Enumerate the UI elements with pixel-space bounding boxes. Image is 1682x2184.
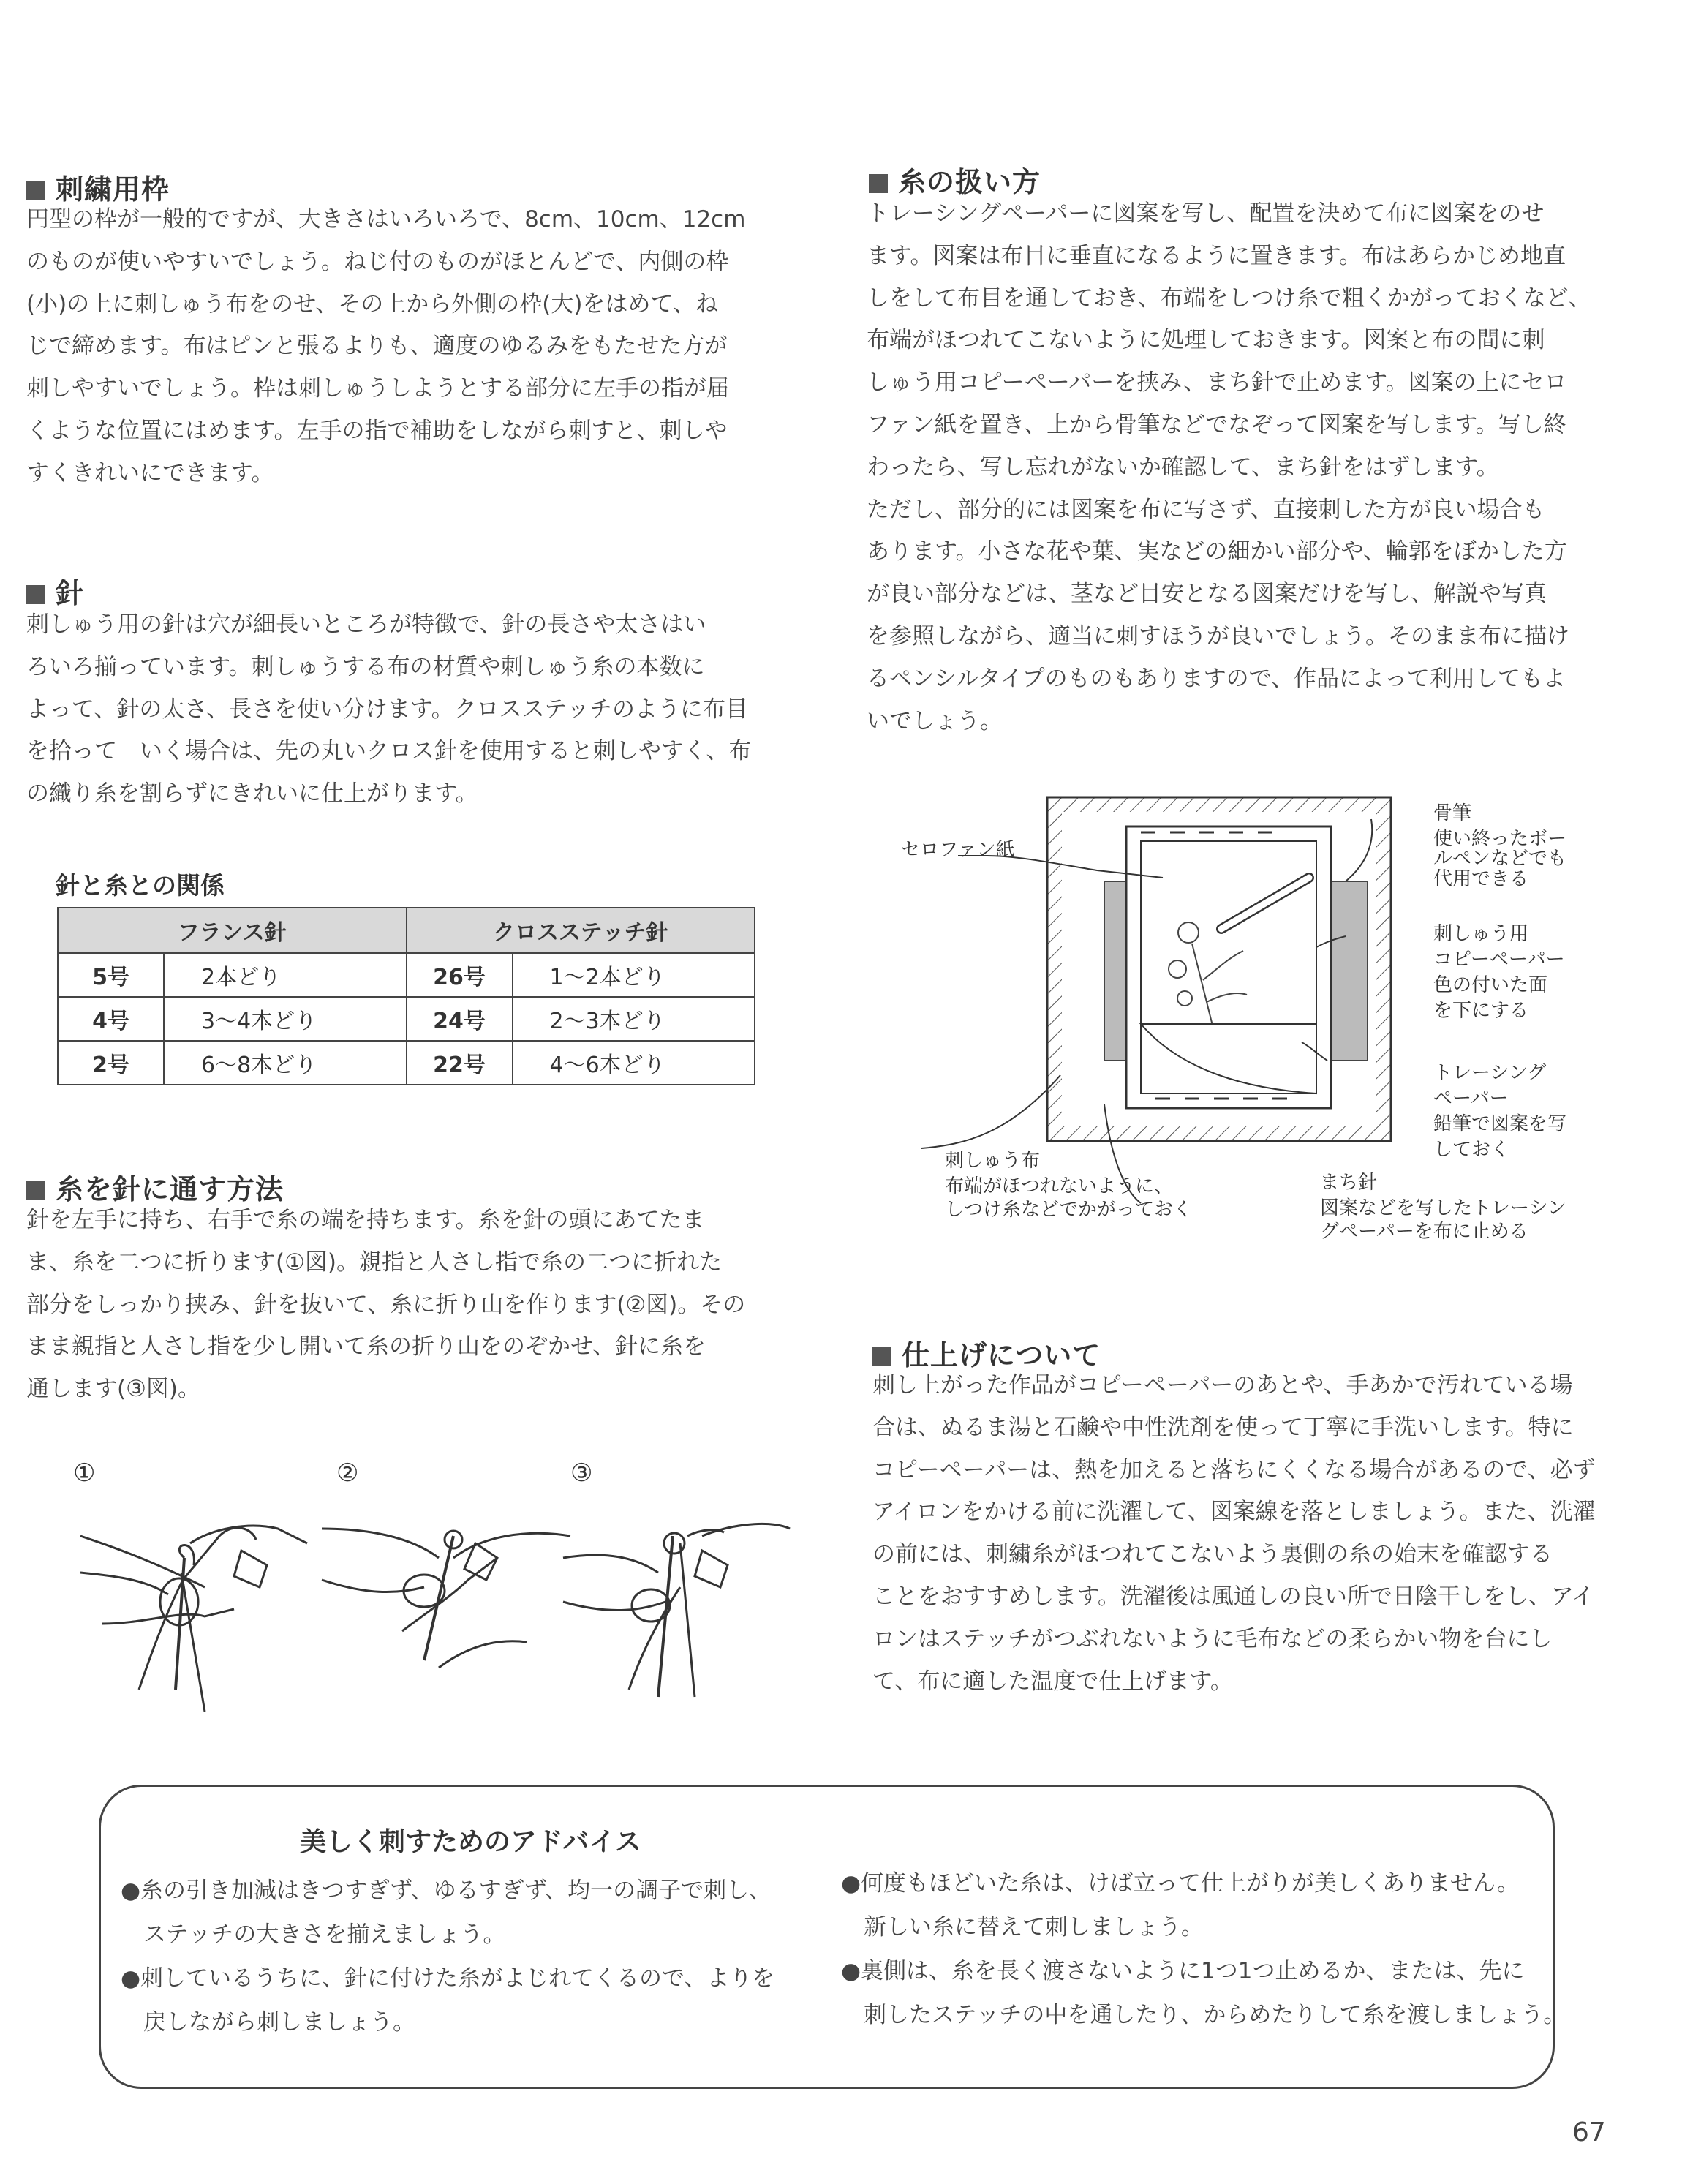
table-cell: 1〜2本どり (513, 953, 755, 997)
text-line: ろいろ揃っています。刺しゅうする布の材質や刺しゅう糸の本数に (26, 653, 705, 680)
paragraph-hoop (26, 199, 745, 495)
text-line: るペンシルタイプのものもありますので、作品によって利用してもよ (867, 665, 1566, 692)
advice-title: 美しく刺すためのアドバイス (300, 1827, 641, 1857)
page-number: 67 (1572, 2117, 1606, 2147)
label-pin-desc: グペーパーを布に止める (1320, 1221, 1528, 1243)
label-pin-desc: 図案などを写したトレーシン (1320, 1197, 1566, 1219)
table-row (58, 953, 755, 997)
label-copy-title: 刺しゅう用 (1433, 923, 1529, 945)
text-line: (小)の上に刺しゅう布をのせ、その上から外側の枠(大)をはめて、ね (26, 290, 718, 317)
table-cell: 22号 (407, 1041, 513, 1085)
text-line: ことをおすすめします。洗濯後は風通しの良い所で日陰干しをし、アイ (872, 1583, 1595, 1610)
text-line: 刺しやすいでしょう。枠は刺しゅうしようとする部分に左手の指が届 (26, 375, 729, 402)
table-header-french: フランス針 (58, 908, 407, 953)
table-header-cross: クロスステッチ針 (407, 908, 755, 953)
advice-line: ●糸の引き加減はきつすぎず、ゆるすぎず、均一の調子で刺し、 (121, 1878, 772, 1904)
text-line: て、布に適した温度で仕上げます。 (872, 1668, 1233, 1695)
square-bullet-icon (872, 1347, 891, 1366)
text-line: のものが使いやすいでしょう。ねじ付のものがほとんどで、内側の枠 (26, 248, 729, 275)
text-line: コピーペーパーは、熱を加えると落ちにくくなる場合があるので、必ず (872, 1456, 1596, 1483)
text-line: すくきれいにできます。 (26, 459, 274, 486)
table-cell: 4〜6本どり (513, 1041, 755, 1085)
advice-line: ●裏側は、糸を長く渡さないように1つ1つ止めるか、または、先に (841, 1958, 1525, 1984)
threading-illustration (59, 1448, 804, 1726)
advice-line: 刺したステッチの中を通したり、からめたりして糸を渡しましょう。 (841, 2002, 1566, 2028)
section-title-text: 刺繍用枠 (56, 173, 170, 206)
leader-cloth (921, 1075, 1060, 1148)
label-cloth-desc: しつけ糸などでかがっておく (945, 1199, 1193, 1221)
text-line: しゅう用コピーペーパーを挟み、まち針で止めます。図案の上にセロ (867, 369, 1567, 396)
label-tracing-desc: しておく (1433, 1139, 1510, 1161)
advice-right-column (841, 1861, 1566, 2037)
text-line: を参照しながら、適当に刺すほうが良いでしょう。そのまま布に描け (867, 622, 1569, 649)
text-line: が良い部分などは、茎など目安となる図案だけを写し、解説や写真 (867, 581, 1547, 608)
figure-label-3: ③ (570, 1458, 593, 1488)
label-cloth-desc: 布端がほつれないように、 (945, 1175, 1174, 1197)
label-tracing-desc: ペーパー (1433, 1088, 1509, 1110)
text-line: くような位置にはめます。左手の指で補助をしながら刺すと、刺しや (26, 417, 728, 444)
text-line: の前には、刺繍糸がほつれてこないよう裏側の糸の始末を確認する (872, 1541, 1553, 1568)
text-line: の織り糸を割らずにきれいに仕上がります。 (26, 780, 478, 807)
label-copy-desc: コピーペーパー (1433, 949, 1565, 971)
advice-line: 戻しながら刺しましょう。 (121, 2009, 415, 2036)
needle-thread-table (57, 907, 755, 1085)
table-row (58, 1041, 755, 1085)
figure-label-1: ① (73, 1458, 96, 1488)
pattern-transfer-diagram (878, 783, 1638, 1251)
label-stylus-desc: ルペンなどでも (1433, 848, 1567, 870)
text-line: しをして布目を通しておき、布端をしつけ糸で粗くかがっておくなど、 (867, 285, 1591, 312)
label-copy-desc: 色の付いた面 (1433, 974, 1548, 996)
table-title: 針と糸との関係 (56, 871, 225, 900)
square-bullet-icon (869, 174, 888, 193)
paragraph-finish (872, 1365, 1596, 1703)
section-title-text: 糸の扱い方 (898, 166, 1041, 198)
text-line: を拾って いく場合は、先の丸いクロス針を使用すると刺しやすく、布 (26, 738, 752, 765)
advice-line: 新しい糸に替えて刺しましょう。 (841, 1914, 1204, 1940)
section-title-text: 糸を針に通す方法 (56, 1173, 284, 1205)
label-stylus-title: 骨筆 (1433, 802, 1472, 824)
text-line: 通します(③図)。 (26, 1376, 200, 1403)
text-line: ただし、部分的には図案を布に写さず、直接刺した方が良い場合も (867, 496, 1545, 523)
text-line: アイロンをかける前に洗濯して、図案線を落としましょう。また、洗濯 (872, 1499, 1596, 1526)
label-copy-desc: を下にする (1433, 1000, 1529, 1022)
label-cloth-title: 刺しゅう布 (945, 1150, 1041, 1172)
square-bullet-icon (26, 181, 45, 200)
advice-left-column (121, 1869, 774, 2044)
text-line: ファン紙を置き、上から骨筆などでなぞって図案を写します。写し終 (867, 411, 1566, 438)
text-line: あります。小さな花や葉、実などの細かい部分や、輪郭をぼかした方 (867, 538, 1567, 565)
table-row (58, 997, 755, 1041)
text-line: 刺し上がった作品がコピーペーパーのあとや、手あかで汚れている場 (872, 1372, 1573, 1398)
text-line: 合は、ぬるま湯と石鹸や中性洗剤を使って丁寧に手洗いします。特に (872, 1414, 1574, 1441)
advice-line: ステッチの大きさを揃えましょう。 (121, 1921, 506, 1948)
text-line: いでしょう。 (867, 707, 1003, 734)
text-line: よって、針の太さ、長さを使い分けます。クロスステッチのように布目 (26, 696, 749, 723)
text-line: 刺しゅう用の針は穴が細長いところが特徴で、針の長さや太さはい (26, 611, 706, 638)
text-line: 針を左手に持ち、右手で糸の端を持ちます。糸を針の頭にあてたま (26, 1207, 705, 1233)
text-line: ます。図案は布目に垂直になるように置きます。布はあらかじめ地直 (867, 242, 1566, 269)
figure-label-2: ② (336, 1458, 359, 1488)
paragraph-needle (26, 604, 751, 816)
paragraph-threading (26, 1200, 745, 1411)
label-stylus-desc: 使い終ったボー (1433, 828, 1567, 850)
text-line: トレーシングペーパーに図案を写し、配置を決めて布に図案をのせ (867, 200, 1545, 227)
square-bullet-icon (26, 1181, 45, 1200)
text-line: 部分をしっかり挟み、針を抜いて、糸に折り山を作ります(②図)。その (26, 1291, 746, 1318)
text-line: 布端がほつれてこないように処理しておきます。図案と布の間に刺 (867, 327, 1545, 354)
label-pin-title: まち針 (1320, 1172, 1378, 1194)
text-line: 円型の枠が一般的ですが、大きさはいろいろで、8cm、10cm、12cm (26, 206, 746, 233)
section-title-text: 仕上げについて (902, 1339, 1101, 1371)
table-cell: 6〜8本どり (164, 1041, 407, 1085)
table-cell: 26号 (407, 953, 513, 997)
table-header-row (58, 908, 755, 953)
label-stylus-desc: 代用できる (1433, 868, 1529, 890)
advice-line: ●何度もほどいた糸は、けば立って仕上がりが美しくありません。 (841, 1870, 1520, 1897)
square-bullet-icon (26, 585, 45, 604)
paragraph-pattern (867, 193, 1591, 742)
advice-line: ●刺しているうちに、針に付けた糸がよじれてくるので、よりを (121, 1965, 775, 1992)
table-cell: 24号 (407, 997, 513, 1041)
table-cell: 3〜4本どり (164, 997, 407, 1041)
table-cell: 2〜3本どり (513, 997, 755, 1041)
table-cell: 2号 (58, 1041, 164, 1085)
text-line: ま、糸を二つに折ります(①図)。親指と人さし指で糸の二つに折れた (26, 1249, 722, 1276)
label-tracing-desc: 鉛筆で図案を写 (1433, 1113, 1567, 1135)
table-cell: 4号 (58, 997, 164, 1041)
text-line: わったら、写し忘れがないか確認して、まち針をはずします。 (867, 453, 1499, 481)
label-cellophane: セロファン紙 (901, 839, 1015, 861)
table-cell: 2本どり (164, 953, 407, 997)
label-tracing-title: トレーシング (1433, 1062, 1547, 1084)
table-cell: 5号 (58, 953, 164, 997)
text-line: じで締めます。布はピンと張るよりも、適度のゆるみをもたせた方が (26, 333, 728, 360)
text-line: ロンはステッチがつぶれないように毛布などの柔らかい物を台にし (872, 1625, 1553, 1652)
text-line: まま親指と人さし指を少し開いて糸の折り山をのぞかせ、針に糸を (26, 1333, 706, 1360)
section-title-text: 針 (56, 577, 85, 609)
